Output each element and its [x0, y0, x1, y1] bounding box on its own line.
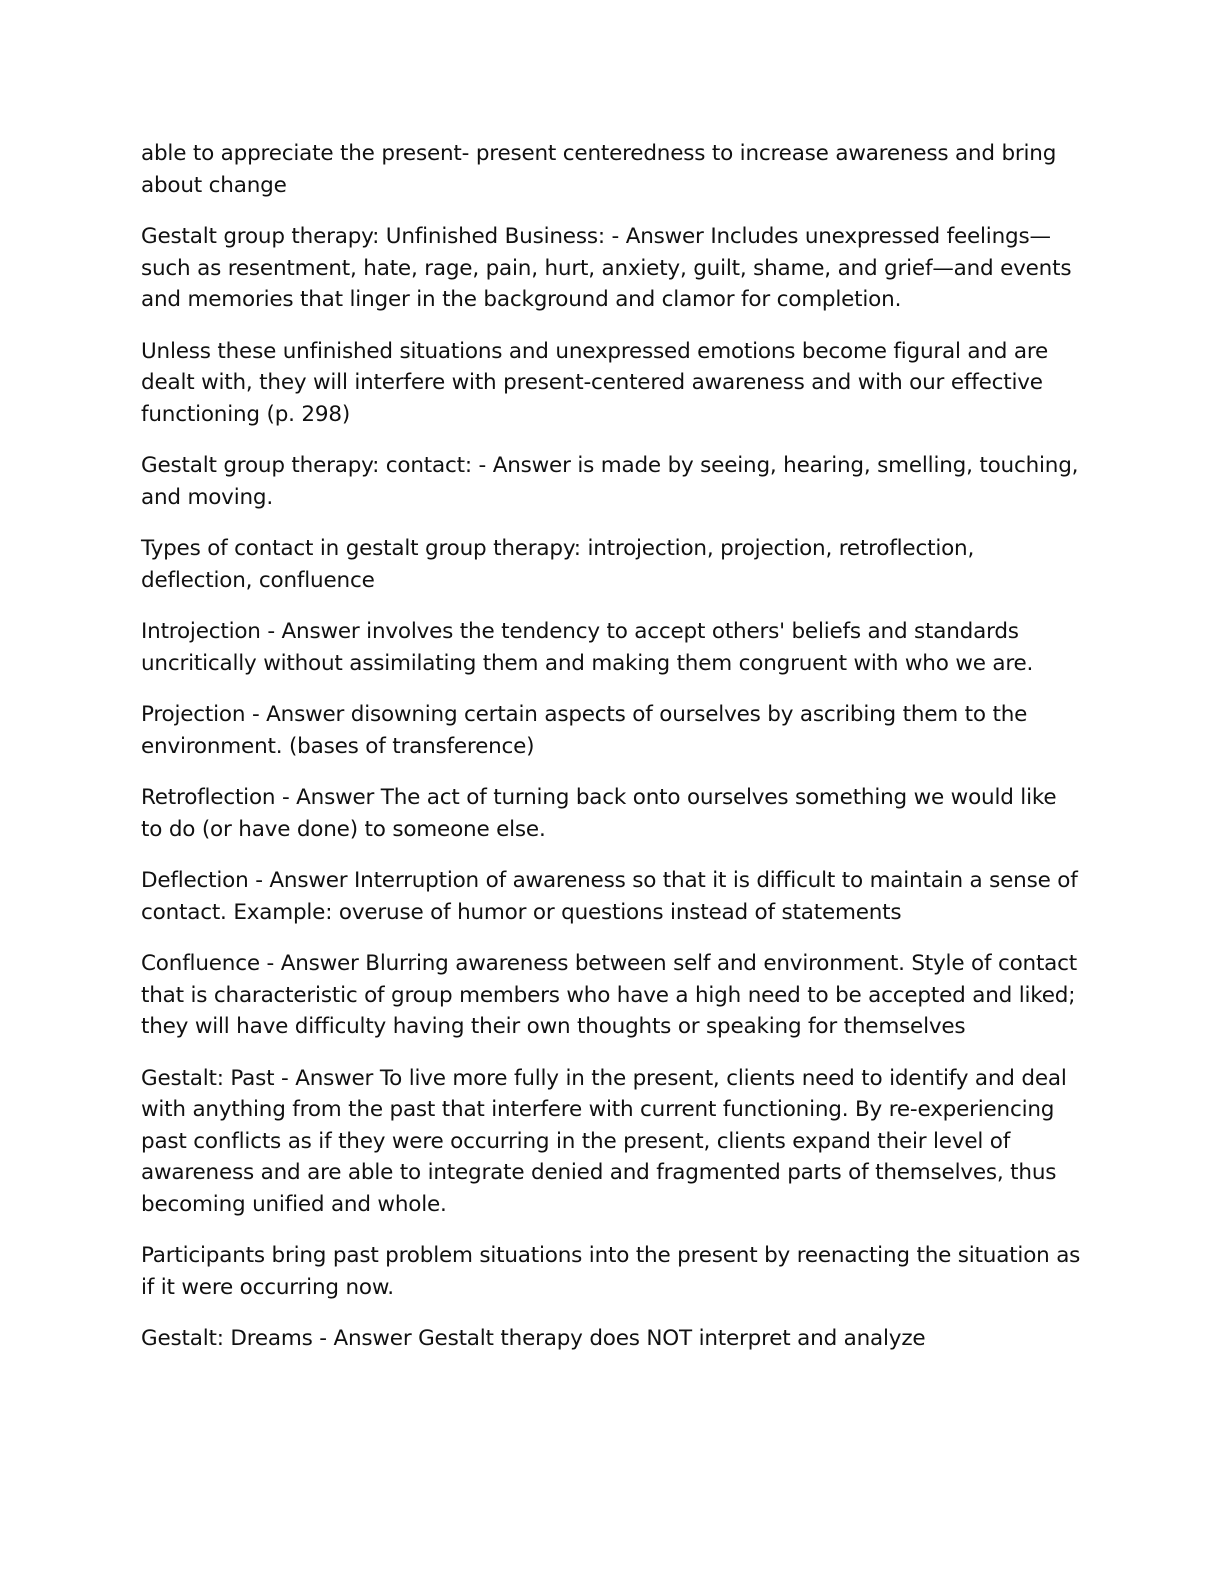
paragraph-reenacting: Participants bring past problem situations into the present by reenacting the situation as if it were occurring now. — [141, 1243, 1081, 1300]
paragraph-deflection: Deflection - Answer Interruption of awareness so that it is difficult to maintain a sense of contact. Example: overuse of humor or questions instead of statements — [141, 868, 1078, 925]
paragraph-gestalt-past: Gestalt: Past - Answer To live more fully in the present, clients need to identify and deal with anything from the past that interfere with current functioning. By re-experiencing past conflicts as if they were occurring in the present, clients expand their level of awareness and are able to integrate denied and fragmented parts of themselves, thus becoming unified and whole. — [141, 1065, 1067, 1217]
paragraph-contact: Gestalt group therapy: contact: - Answer is made by seeing, hearing, smelling, touching, and moving. — [141, 453, 1079, 510]
paragraph-unfinished-situations: Unless these unfinished situations and unexpressed emotions become figural and are dealt with, they will interfere with present-centered awareness and with our effective functioning (p. 298) — [141, 338, 1049, 427]
paragraph-introjection: Introjection - Answer involves the tendency to accept others' beliefs and standards uncritically without assimilating them and making them congruent with who we are. — [141, 619, 1034, 676]
paragraph-present-centeredness: able to appreciate the present- present centeredness to increase awareness and bring about change — [141, 141, 1057, 198]
paragraph-confluence: Confluence - Answer Blurring awareness between self and environment. Style of contact that is characteristic of group members who have a high need to be accepted and liked; they will have difficulty having their own thoughts or speaking for themselves — [141, 951, 1078, 1039]
paragraph-gestalt-dreams: Gestalt: Dreams - Answer Gestalt therapy does NOT interpret and analyze — [141, 1326, 926, 1351]
paragraph-types-of-contact: Types of contact in gestalt group therapy: introjection, projection, retroflection, deflection, confluence — [141, 536, 975, 593]
document-page — [141, 138, 1081, 1375]
paragraph-retroflection: Retroflection - Answer The act of turning back onto ourselves something we would like to do (or have done) to someone else. — [141, 785, 1057, 842]
paragraph-projection: Projection - Answer disowning certain aspects of ourselves by ascribing them to the environment. (bases of transference) — [141, 702, 1028, 759]
paragraph-unfinished-business: Gestalt group therapy: Unfinished Business: - Answer Includes unexpressed feelings—such as resentment, hate, rage, pain, hurt, anxiety, guilt, shame, and grief—and events and memories that linger in the background and clamor for completion. — [141, 224, 1072, 312]
